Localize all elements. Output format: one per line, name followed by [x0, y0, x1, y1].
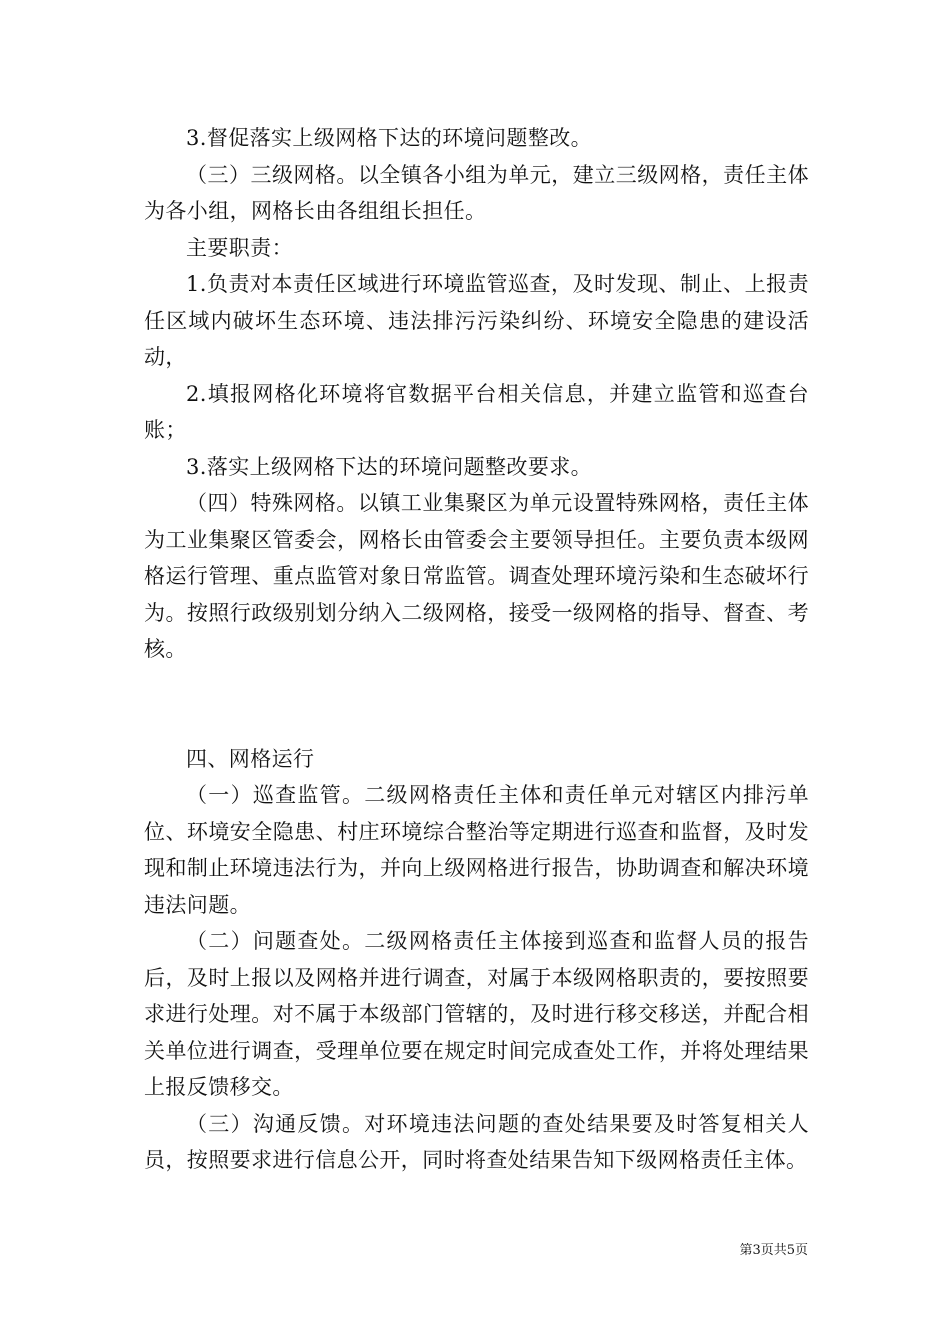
paragraph-duty-3: 3.落实上级网格下达的环境问题整改要求。: [186, 454, 593, 479]
paragraph-supervise-rectification: 3.督促落实上级网格下达的环境问题整改。: [186, 126, 593, 150]
document-body: [144, 120, 809, 1179]
page-number-footer: 第3页共5页: [739, 1243, 808, 1258]
paragraph-problem-handling: （二）问题查处。二级网格责任主体接到巡查和监督人员的报告后，及时上报以及网格并进行调查，对属于本级网格职责的，要按照要求进行处理。对不属于本级部门管辖的，及时进行移交移送，并配合相关单位进行调查，受理单位要在规定时间完成查处工作，并将处理结果上报反馈移交。: [144, 929, 809, 1099]
section-gap: [144, 668, 809, 741]
paragraph-patrol-supervision: （一）巡查监管。二级网格责任主体和责任单元对辖区内排污单位、环境安全隐患、村庄环境综合整治等定期进行巡查和监督，及时发现和制止环境违法行为，并向上级网格进行报告，协助调查和解决环境违法问题。: [144, 783, 809, 917]
paragraph-level-three-grid: （三）三级网格。以全镇各小组为单元，建立三级网格，责任主体为各小组，网格长由各组组长担任。: [144, 162, 809, 223]
paragraph-duty-2: 2.填报网格化环境将官数据平台相关信息，并建立监管和巡查台账；: [144, 381, 809, 442]
section-heading-grid-operation: 四、网格运行: [186, 746, 315, 771]
paragraph-duty-1: 1.负责对本责任区域进行环境监管巡查，及时发现、制止、上报责任区域内破坏生态环境、违法排污污染纠纷、环境安全隐患的建设活动，: [144, 272, 809, 369]
paragraph-duties-label: 主要职责：: [186, 235, 293, 260]
paragraph-level-four-grid: （四）特殊网格。以镇工业集聚区为单元设置特殊网格，责任主体为工业集聚区管委会，网格长由管委会主要领导担任。主要负责本级网格运行管理、重点监管对象日常监管。调查处理环境污染和生态破坏行为。按照行政级别划分纳入二级网格，接受一级网格的指导、督查、考核。: [144, 491, 809, 661]
paragraph-communication-feedback: （三）沟通反馈。对环境违法问题的查处结果要及时答复相关人员，按照要求进行信息公开，同时将查处结果告知下级网格责任主体。: [144, 1111, 809, 1172]
